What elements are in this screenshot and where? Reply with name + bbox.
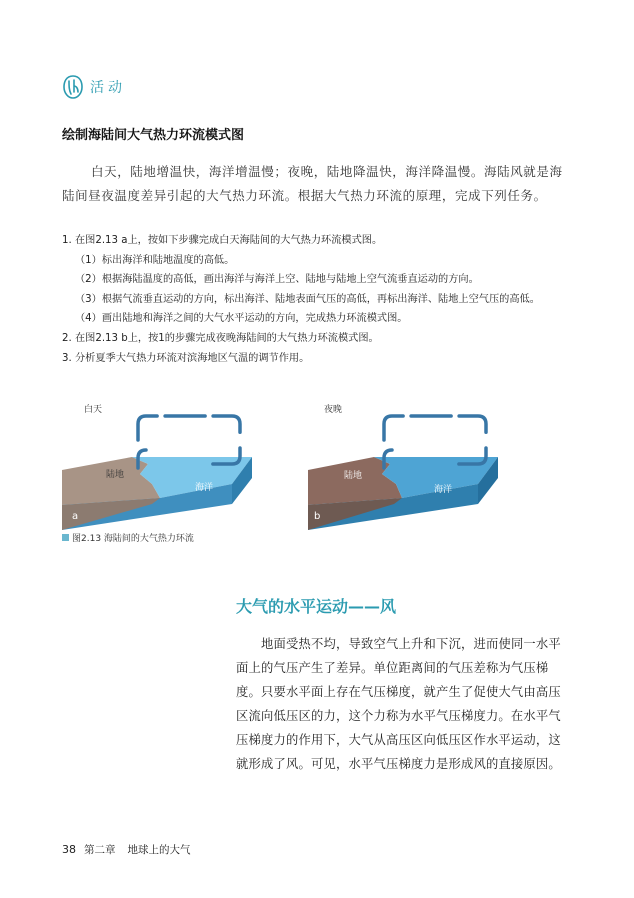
intro-paragraph: 白天，陆地增温快，海洋增温慢；夜晚，陆地降温快，海洋降温慢。海陆风就是海陆间昼夜温度差异引起的大气热力环流。根据大气热力环流的原理，完成下列任务。 xyxy=(62,164,563,203)
activity-label: 活动 xyxy=(90,80,126,96)
panel-day xyxy=(62,416,252,530)
task-subitem: （3）根据气流垂直运动的方向，标出海洋、陆地表面气压的高低，再标出海洋、陆地上空气压的高低。 xyxy=(75,293,540,305)
panel-night-sea-label: 海洋 xyxy=(434,485,453,495)
chapter-label: 第二章 xyxy=(84,844,116,856)
caption-text: 图2.13 海陆间的大气热力环流 xyxy=(72,534,194,544)
figure-caption xyxy=(62,531,194,544)
section-heading: 大气的水平运动——风 xyxy=(236,597,397,616)
panel-day-land-label: 陆地 xyxy=(106,470,125,480)
activity-icon xyxy=(62,74,84,100)
section-title: 绘制海陆间大气热力环流模式图 xyxy=(62,128,245,143)
panel-night-land-label: 陆地 xyxy=(344,471,363,481)
panel-night-tag: b xyxy=(314,511,321,522)
panel-night xyxy=(308,416,498,530)
land-night-top xyxy=(308,457,402,505)
circulation-diagram xyxy=(62,400,582,530)
panel-day-tag: a xyxy=(72,511,79,522)
task-subitem: （1）标出海洋和陆地温度的高低。 xyxy=(75,254,235,266)
circulation-figure xyxy=(62,400,582,530)
chapter-title: 地球上的大气 xyxy=(127,844,191,856)
panel-night-title: 夜晚 xyxy=(324,405,343,415)
page-number: 38 xyxy=(62,843,76,856)
panel-day-title: 白天 xyxy=(84,405,103,415)
task-list xyxy=(62,231,582,368)
page-footer xyxy=(62,842,191,857)
body-paragraph: 地面受热不均，导致空气上升和下沉，进而使同一水平面上的气压产生了差异。单位距离间的气压差称为气压梯度。只要水平面上存在气压梯度，就产生了促使大气由高压区流向低压区的力，这个力称为水平气压梯度力。在水平气压梯度力的作用下，大气从高压区向低压区作水平运动，这就形成了风。可见，水平气压梯度力是形成风的直接原因。 xyxy=(236,637,561,771)
caption-marker xyxy=(62,534,69,541)
task-item: 2. 在图2.13 b上，按1的步骤完成夜晚海陆间的大气热力环流模式图。 xyxy=(62,332,379,344)
panel-day-sea-label: 海洋 xyxy=(195,483,214,493)
activity-header xyxy=(62,74,126,100)
task-subitem: （4）画出陆地和海洋之间的大气水平运动的方向，完成热力环流模式图。 xyxy=(75,313,408,325)
task-item: 1. 在图2.13 a上，按如下步骤完成白天海陆间的大气热力环流模式图。 xyxy=(62,235,383,246)
task-item: 3. 分析夏季大气热力环流对滨海地区气温的调节作用。 xyxy=(62,352,310,364)
task-subitem: （2）根据海陆温度的高低，画出海洋与海洋上空、陆地与陆地上空气流垂直运动的方向。 xyxy=(75,274,479,286)
